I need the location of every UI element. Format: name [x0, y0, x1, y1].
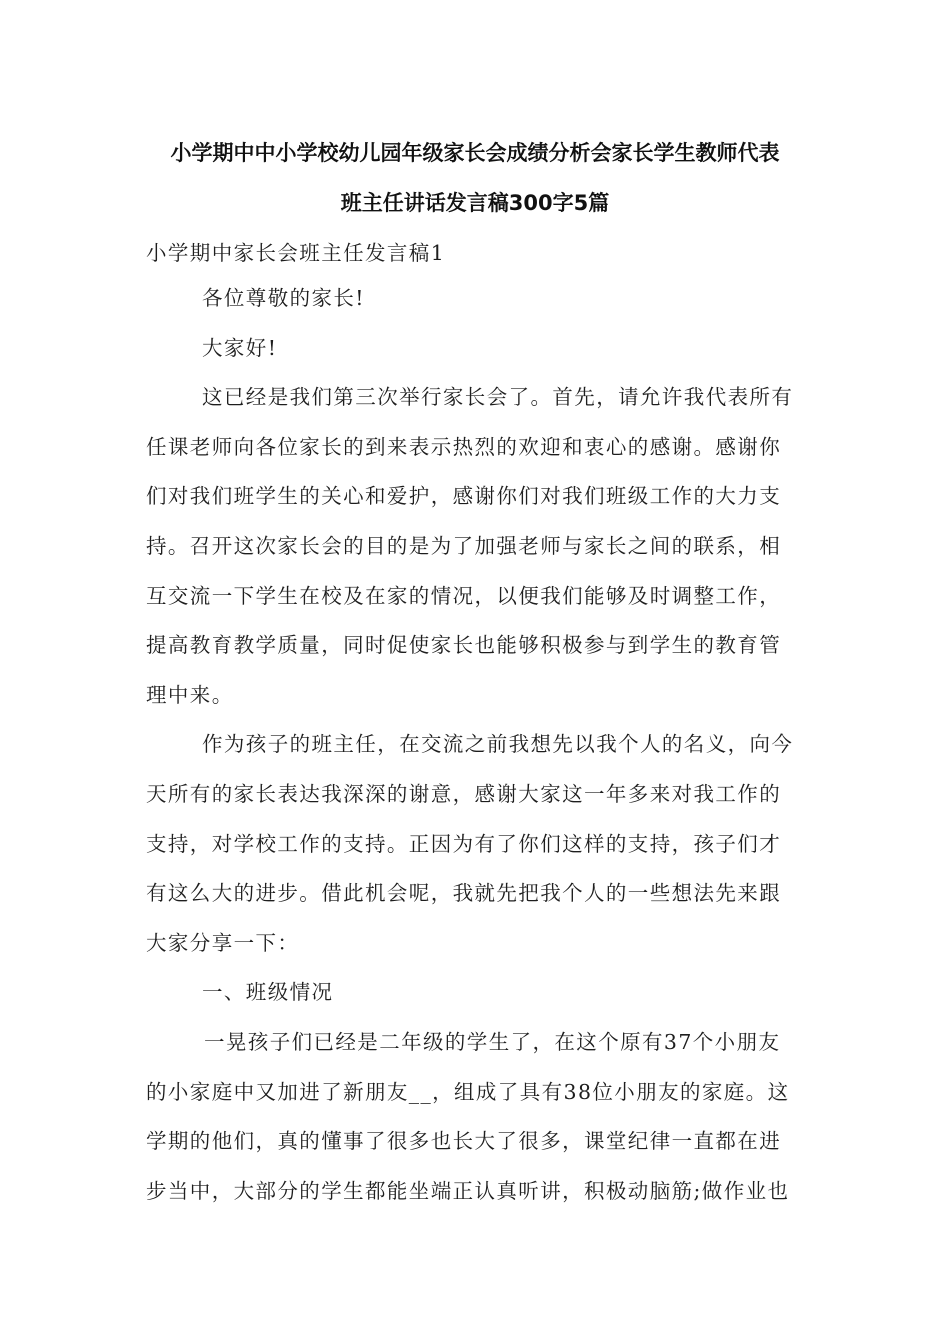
paragraph-line: 学期的他们，真的懂事了很多也长大了很多，课堂纪律一直都在进: [146, 1129, 782, 1154]
paragraph-line: 有这么大的进步。借此机会呢，我就先把我个人的一些想法先来跟: [146, 881, 782, 906]
paragraph-line: 一晃孩子们已经是二年级的学生了，在这个原有37个小朋友: [204, 1029, 781, 1054]
paragraph-line: 任课老师向各位家长的到来表示热烈的欢迎和衷心的感谢。感谢你: [146, 434, 782, 459]
title-line-2: 班主任讲话发言稿300字5篇: [340, 191, 610, 215]
paragraph-line: 支持，对学校工作的支持。正因为有了你们这样的支持，孩子们才: [146, 831, 782, 856]
paragraph-line: 这已经是我们第三次举行家长会了。首先，请允许我代表所有: [202, 385, 794, 410]
paragraph-line: 们对我们班学生的关心和爱护，感谢你们对我们班级工作的大力支: [146, 484, 782, 509]
paragraph-line: 天所有的家长表达我深深的谢意，感谢大家这一年多来对我工作的: [146, 781, 782, 806]
paragraph-line: 提高教育教学质量，同时促使家长也能够积极参与到学生的教育管: [146, 633, 782, 658]
paragraph-line: 互交流一下学生在校及在家的情况，以便我们能够及时调整工作，: [146, 583, 782, 608]
section-heading: 小学期中家长会班主任发言稿1: [146, 241, 446, 265]
paragraph-line: 的小家庭中又加进了新朋友__，组成了具有38位小朋友的家庭。这: [146, 1079, 790, 1104]
paragraph-line: 大家好!: [202, 335, 278, 360]
document-title: [100, 128, 850, 228]
paragraph-line: 步当中，大部分的学生都能坐端正认真听讲，积极动脑筋;做作业也: [146, 1178, 790, 1203]
paragraph-line: 各位尊敬的家长!: [202, 286, 365, 310]
paragraph-line: 一、班级情况: [202, 980, 334, 1005]
title-line-1: 小学期中中小学校幼儿园年级家长会成绩分析会家长学生教师代表: [170, 141, 780, 165]
paragraph-line: 作为孩子的班主任，在交流之前我想先以我个人的名义，向今: [202, 732, 794, 757]
paragraph-line: 持。召开这次家长会的目的是为了加强老师与家长之间的联系，相: [146, 533, 782, 558]
paragraph-line: 理中来。: [146, 682, 234, 707]
paragraph-line: 大家分享一下：: [146, 930, 300, 955]
document-body: [146, 232, 806, 1216]
